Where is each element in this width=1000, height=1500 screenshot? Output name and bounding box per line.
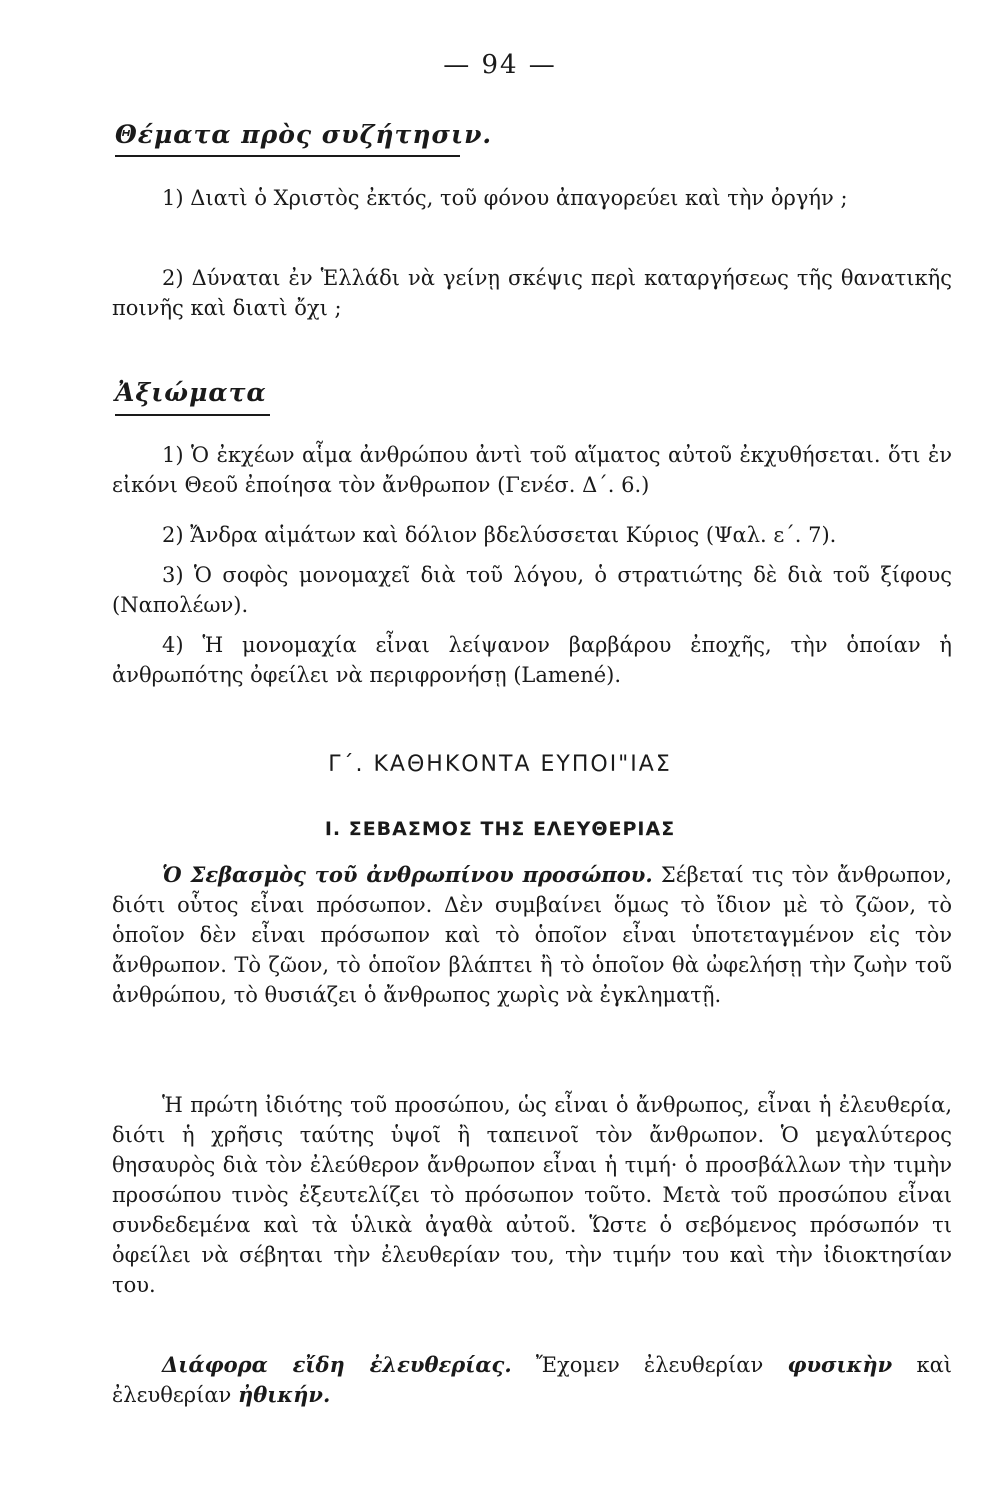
paragraph-kinds-em-physical: φυσικὴν <box>787 1352 893 1377</box>
paragraph-kinds-em-moral: ἠθικήν. <box>237 1382 331 1407</box>
paragraph-freedom: Ἡ πρώτη ἰδιότης τοῦ προσώπου, ὡς εἶναι ὁ ἄνθρωπος, εἶναι ἡ ἐλευθερία, διότι ἡ χρῆσις ταύτης ὑψοῖ ἢ ταπεινοῖ τὸν ἄνθρωπον. Ὁ μεγαλύτερος θησαυρὸς διὰ τὸν ἐλεύθερον ἄνθρωπον εἶναι ἡ τιμή· ὁ προσβάλλων τὴν τιμὴν προσώπου τινὸς ἐξευτελίζει τὸ πρόσωπον τοῦτο. Μετὰ τοῦ προσώπου εἶναι συνδεδεμένα καὶ τὰ ὑλικὰ ἀγαθὰ αὐτοῦ. Ὥστε ὁ σεβόμενος πρόσωπόν τι ὀφείλει νὰ σέβηται τὴν ἐλευθερίαν του, τὴν τιμήν του καὶ τὴν ἰδιοκτησίαν του. <box>112 1093 952 1297</box>
paragraph-kinds <box>112 1350 952 1410</box>
axiom-item-3: 3) Ὁ σοφὸς μονομαχεῖ διὰ τοῦ λόγου, ὁ στρατιώτης δὲ διὰ τοῦ ξίφους (Ναπολέων). <box>112 563 952 617</box>
paragraph-kinds-text-b: καὶ ἐλευθερίαν <box>112 1353 952 1407</box>
paragraph-kinds-heading: Διάφορα εἴδη ἐλευθερίας. <box>162 1352 512 1377</box>
topics-item-1: 1) Διατὶ ὁ Χριστὸς ἐκτός, τοῦ φόνου ἀπαγορεύει καὶ τὴν ὀργήν ; <box>162 186 848 210</box>
paragraph-respect <box>112 860 952 1010</box>
axioms-underline <box>115 414 270 416</box>
axiom-item-2: 2) Ἄνδρα αἱμάτων καὶ δόλιον βδελύσσεται Κύριος (Ψαλ. ε΄. 7). <box>162 523 837 547</box>
topics-underline <box>115 155 460 157</box>
axioms-heading: Ἀξιώματα <box>115 378 267 407</box>
topics-item-2: 2) Δύναται ἐν Ἑλλάδι νὰ γείνῃ σκέψις περὶ καταργήσεως τῆς θανατικῆς ποινῆς καὶ διατὶ ὄχι ; <box>112 266 952 320</box>
axiom-item-4: 4) Ἡ μονομαχία εἶναι λείψανον βαρβάρου ἐποχῆς, τὴν ὁποίαν ἡ ἀνθρωπότης ὀφείλει νὰ περιφρονήσῃ (Lamené). <box>112 633 952 687</box>
page-number: — 94 — <box>443 50 557 80</box>
topics-heading: Θέματα πρὸς συζήτησιν. <box>115 120 493 149</box>
section-subtitle: Ι. ΣΕΒΑΣΜΟΣ ΤΗΣ ΕΛΕΥΘΕΡΙΑΣ <box>324 818 676 840</box>
section-title: Γ΄. ΚΑΘΗΚΟΝΤΑ ΕΥΠΟΙ"ΙΑΣ <box>328 752 672 777</box>
paragraph-respect-heading: Ὁ Σεβασμὸς τοῦ ἀνθρωπίνου προσώπου. <box>162 862 653 887</box>
paragraph-respect-text: Σέβεταί τις τὸν ἄνθρωπον, διότι οὗτος εἶναι πρόσωπον. Δὲν συμβαίνει ὅμως τὸ ἴδιον μὲ τὸ ζῶον, τὸ ὁποῖον δὲν εἶναι πρόσωπον καὶ τὸ ὁποῖον εἶναι ὑποτεταγμένον εἰς τὸν ἄνθρωπον. Τὸ ζῶον, τὸ ὁποῖον βλάπτει ἢ τὸ ὁποῖον θὰ ὠφελήσῃ τὴν ζωὴν τοῦ ἀνθρώπου, τὸ θυσιάζει ὁ ἄνθρωπος χωρὶς νὰ ἐγκληματῇ. <box>112 863 952 1007</box>
axiom-item-1: 1) Ὁ ἐκχέων αἷμα ἀνθρώπου ἀντὶ τοῦ αἵματος αὐτοῦ ἐκχυθήσεται. ὅτι ἐν εἰκόνι Θεοῦ ἐποίησα τὸν ἄνθρωπον (Γενέσ. Δ΄. 6.) <box>112 443 952 497</box>
paragraph-kinds-text-a: Ἔχομεν ἐλευθερίαν <box>511 1353 788 1377</box>
